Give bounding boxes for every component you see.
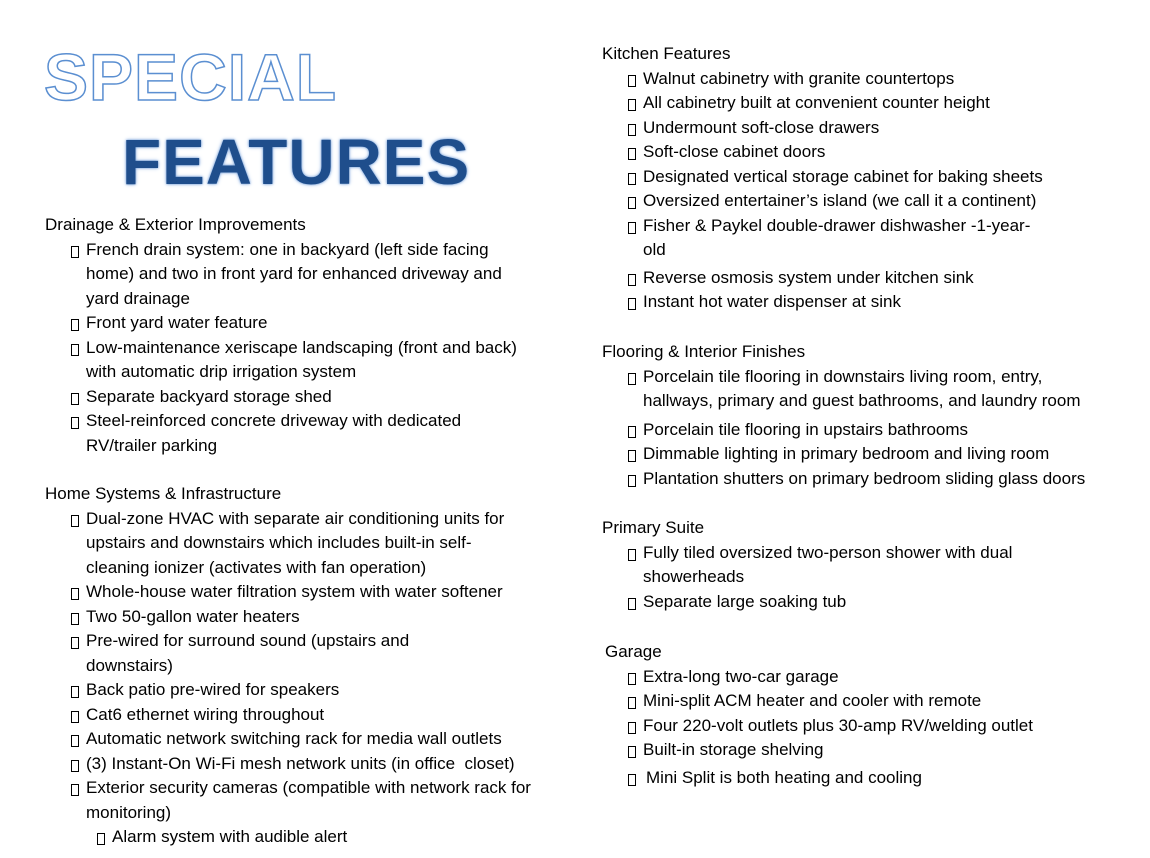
- list-item: [628, 689, 1125, 714]
- checkbox-bullet-icon: [628, 373, 636, 385]
- list-item-text: Automatic network switching rack for media wall outlets: [86, 729, 502, 748]
- list-item: [628, 214, 1122, 263]
- list-item: [71, 507, 565, 581]
- list-item: [71, 776, 565, 825]
- list-item-text: All cabinetry built at convenient counter height: [643, 93, 990, 112]
- feature-list: [602, 365, 1142, 492]
- section-kitchen: [602, 42, 1122, 315]
- list-item-text: French drain system: one in backyard (left side facing home) and two in front yard for enhanced driveway and yard drainage: [86, 239, 502, 308]
- section-heading: Kitchen Features: [602, 44, 731, 63]
- list-item-text: Two 50-gallon water heaters: [86, 606, 300, 626]
- list-item: [628, 738, 1125, 763]
- list-item-text: Porcelain tile flooring in upstairs bathrooms: [643, 419, 969, 439]
- list-item-text: Whole-house water filtration system with water softener: [86, 582, 503, 601]
- list-item: [628, 541, 1122, 590]
- checkbox-bullet-icon: [71, 735, 79, 747]
- list-item-text: Plantation shutters on primary bedroom sliding glass doors: [643, 468, 1086, 488]
- checkbox-bullet-icon: [71, 393, 79, 405]
- list-item: [628, 714, 1125, 739]
- feature-list: [45, 507, 565, 850]
- list-item-text: Low-maintenance xeriscape landscaping (front and back) with automatic drip irrigation system: [86, 337, 517, 381]
- list-item: [71, 580, 565, 605]
- section-garage: [605, 640, 1125, 790]
- section-heading: Drainage & Exterior Improvements: [45, 215, 306, 234]
- list-item: [628, 418, 1142, 443]
- list-item-text: Built-in storage shelving: [643, 740, 824, 759]
- list-item-text: Mini-split ACM heater and cooler with remote: [643, 691, 982, 710]
- list-item: [71, 752, 565, 777]
- list-item: [71, 409, 565, 458]
- list-item-text: Steel-reinforced concrete driveway with dedicated RV/trailer parking: [86, 411, 462, 455]
- checkbox-bullet-icon: [628, 197, 636, 209]
- list-item-text: Oversized entertainer’s island (we call it a continent): [643, 191, 1037, 210]
- checkbox-bullet-icon: [71, 711, 79, 723]
- list-item-text: Dimmable lighting in primary bedroom and living room: [643, 444, 1050, 463]
- checkbox-bullet-icon: [71, 246, 79, 258]
- list-item-text: Walnut cabinetry with granite countertops: [643, 68, 955, 88]
- list-item: [71, 727, 565, 752]
- section-flooring: [602, 340, 1142, 491]
- feature-list: [602, 67, 1122, 315]
- checkbox-bullet-icon: [71, 760, 79, 772]
- list-item: [628, 467, 1142, 492]
- list-item: [71, 629, 565, 678]
- list-item: [71, 336, 565, 385]
- section-primary-suite: [602, 516, 1122, 614]
- checkbox-bullet-icon: [628, 549, 636, 561]
- checkbox-bullet-icon: [97, 833, 105, 845]
- list-item-text: Pre-wired for surround sound (upstairs and downstairs): [86, 631, 410, 675]
- checkbox-bullet-icon: [628, 746, 636, 758]
- list-item-text: Exterior security cameras (compatible with network rack for monitoring): [86, 778, 531, 822]
- list-item-text: Fully tiled oversized two-person shower with dual showerheads: [643, 542, 1013, 586]
- list-item: [628, 290, 1122, 315]
- list-item: [628, 442, 1142, 467]
- checkbox-bullet-icon: [71, 613, 79, 625]
- list-item-text: Soft-close cabinet doors: [643, 142, 826, 161]
- list-item: [628, 140, 1122, 165]
- checkbox-bullet-icon: [628, 274, 636, 286]
- checkbox-bullet-icon: [71, 515, 79, 527]
- list-item-text: Front yard water feature: [86, 313, 268, 332]
- checkbox-bullet-icon: [628, 222, 636, 234]
- list-item: [71, 311, 565, 336]
- list-item: [628, 165, 1122, 190]
- list-item: [628, 67, 1122, 92]
- list-item-text: (3) Instant-On Wi-Fi mesh network units (in office closet): [86, 753, 515, 773]
- list-item-text: Mini Split is both heating and cooling: [646, 767, 922, 787]
- list-item-text: Reverse osmosis system under kitchen sink: [643, 267, 974, 287]
- list-item-text: Four 220-volt outlets plus 30-amp RV/welding outlet: [643, 715, 1033, 735]
- checkbox-bullet-icon: [628, 124, 636, 136]
- list-item-text: Cat6 ethernet wiring throughout: [86, 704, 325, 724]
- checkbox-bullet-icon: [71, 319, 79, 331]
- feature-list: [602, 541, 1122, 615]
- list-item: [628, 116, 1122, 141]
- list-item-text: Fisher & Paykel double-drawer dishwasher -1-year-old: [643, 215, 1031, 259]
- section-home-systems: [45, 482, 565, 850]
- checkbox-bullet-icon: [628, 475, 636, 487]
- checkbox-bullet-icon: [628, 298, 636, 310]
- section-heading: Primary Suite: [602, 518, 705, 537]
- list-item: [71, 238, 565, 312]
- list-item: [628, 189, 1122, 214]
- list-item: [71, 825, 565, 850]
- checkbox-bullet-icon: [628, 598, 636, 610]
- checkbox-bullet-icon: [71, 686, 79, 698]
- checkbox-bullet-icon: [628, 173, 636, 185]
- list-item: [71, 678, 565, 703]
- list-item: [628, 665, 1125, 690]
- checkbox-bullet-icon: [628, 673, 636, 685]
- section-drainage: [45, 213, 565, 458]
- list-item-text: Undermount soft-close drawers: [643, 117, 880, 137]
- checkbox-bullet-icon: [71, 344, 79, 356]
- title-special: SPECIAL: [44, 40, 338, 114]
- checkbox-bullet-icon: [71, 417, 79, 429]
- checkbox-bullet-icon: [628, 774, 636, 786]
- checkbox-bullet-icon: [628, 426, 636, 438]
- checkbox-bullet-icon: [628, 148, 636, 160]
- checkbox-bullet-icon: [71, 637, 79, 649]
- checkbox-bullet-icon: [628, 722, 636, 734]
- list-item-text: Back patio pre-wired for speakers: [86, 680, 340, 699]
- checkbox-bullet-icon: [71, 588, 79, 600]
- checkbox-bullet-icon: [628, 697, 636, 709]
- section-heading: Garage: [605, 642, 662, 661]
- checkbox-bullet-icon: [71, 784, 79, 796]
- list-item: [71, 385, 565, 410]
- title-features: FEATURES: [122, 126, 471, 198]
- checkbox-bullet-icon: [628, 450, 636, 462]
- checkbox-bullet-icon: [628, 99, 636, 111]
- list-item-text: Porcelain tile flooring in downstairs living room, entry, hallways, primary and guest bathrooms, and laundry room: [643, 366, 1081, 410]
- list-item-text: Alarm system with audible alert: [112, 827, 348, 846]
- list-item: [71, 703, 565, 728]
- list-item: [628, 766, 1125, 791]
- feature-list: [605, 665, 1125, 791]
- list-item-text: Extra-long two-car garage: [643, 666, 839, 686]
- section-heading: Home Systems & Infrastructure: [45, 484, 282, 503]
- list-item: [628, 266, 1122, 291]
- list-item: [628, 365, 1142, 414]
- list-item-text: Separate large soaking tub: [643, 591, 847, 611]
- list-item-text: Separate backyard storage shed: [86, 386, 332, 406]
- list-item-text: Instant hot water dispenser at sink: [643, 292, 901, 311]
- list-item-text: Dual-zone HVAC with separate air conditioning units for upstairs and downstairs which includes built-in self-cleaning ionizer (activates with fan operation): [86, 508, 505, 577]
- list-item: [71, 605, 565, 630]
- list-item-text: Designated vertical storage cabinet for baking sheets: [643, 166, 1043, 186]
- feature-list: [45, 238, 565, 459]
- section-heading: Flooring & Interior Finishes: [602, 342, 806, 361]
- checkbox-bullet-icon: [628, 75, 636, 87]
- list-item: [628, 91, 1122, 116]
- list-item: [628, 590, 1122, 615]
